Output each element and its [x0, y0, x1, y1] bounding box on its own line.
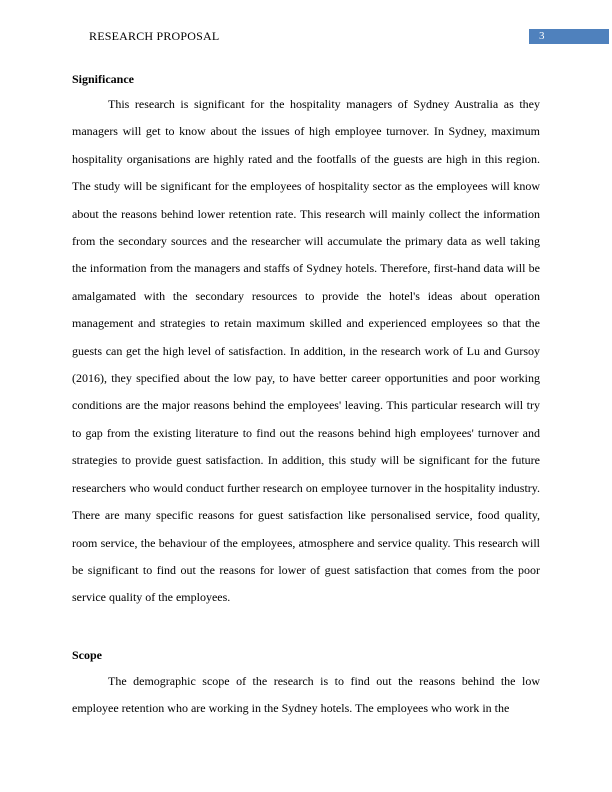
page-header — [0, 0, 612, 60]
significance-heading: Significance — [72, 72, 134, 86]
page-number: 3 — [539, 30, 545, 42]
running-head: RESEARCH PROPOSAL — [89, 29, 220, 43]
page-number-box — [529, 29, 609, 44]
scope-paragraph: The demographic scope of the research is to find out the reasons behind the low employee retention who are working in the Sydney hotels. The employees who work in the — [72, 674, 540, 716]
significance-paragraph: This research is significant for the hospitality managers of Sydney Australia as they managers will get to know about the issues of high employee turnover. In Sydney, maximum hospitality organisations are highly rated and the footfalls of the guests are high in this region. The study will be significant for the employees of hospitality sector as the employees will know about the reasons behind lower retention rate. This research will mainly collect the information from the secondary sources and the researcher will accumulate the primary data as well taking the information from the managers and staffs of Sydney hotels. Therefore, first-hand data will be amalgamated with the secondary resources to provide the hotel's ideas about operation management and strategies to retain maximum skilled and experienced employees so that the guests can get the high level of satisfaction. In addition, in the research work of Lu and Gursoy (2016), they specified about the low pay, to have better career opportunities and poor working conditions are the major reasons behind the employees' leaving. This particular research will try to gap from the existing literature to find out the reasons behind high employees' turnover and strategies to provide guest satisfaction. In addition, this study will be significant for the future researchers who would conduct further research on employee turnover in the hospitality industry. There are many specific reasons for guest satisfaction like personalised service, food quality, room service, the behaviour of the employees, atmosphere and service quality. This research will be significant to find out the reasons for lower of guest satisfaction that comes from the poor service quality of the employees. — [72, 97, 540, 605]
scope-heading: Scope — [72, 648, 102, 662]
